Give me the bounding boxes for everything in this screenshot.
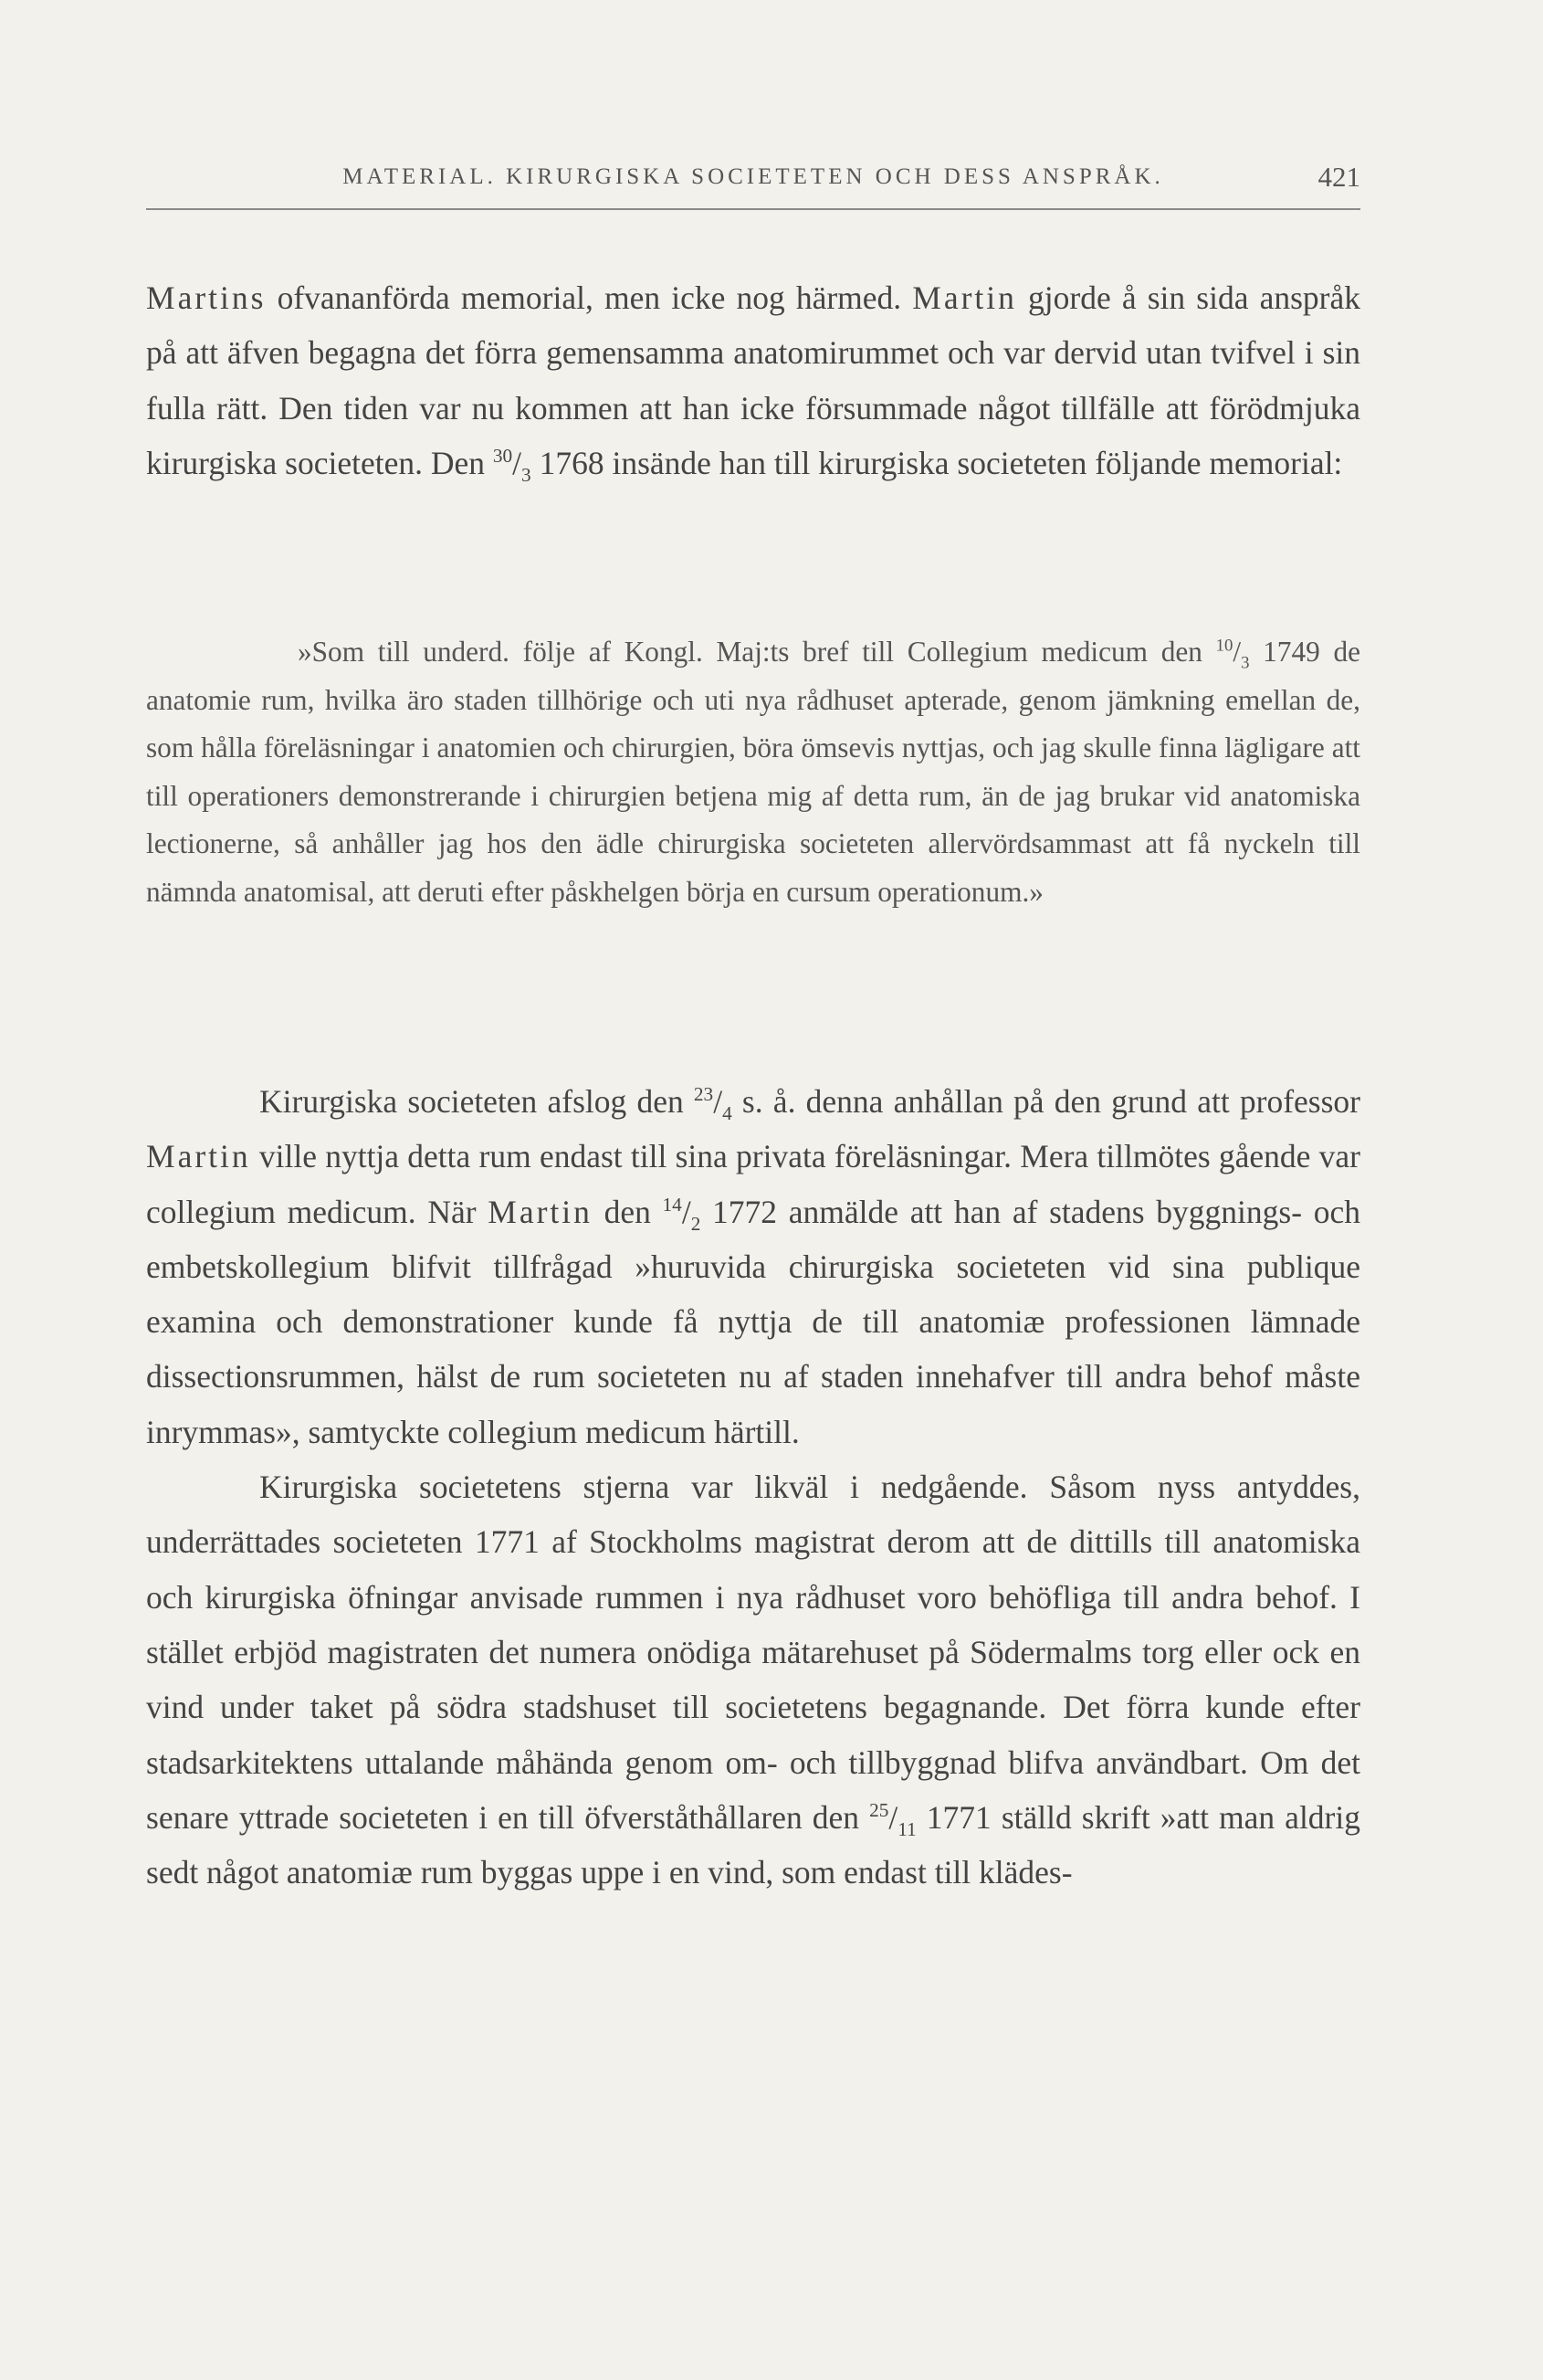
date-day: 25	[869, 1799, 889, 1822]
date-month: 2	[690, 1212, 701, 1235]
date-month: 3	[1241, 653, 1250, 673]
text-run: Kirurgiska societetens stjerna var likväl i nedgående. Såsom nyss antyddes, underrättades societeten 1771 af Stockholms magistrat derom att de dittills till anatomiska och kirurgiska öfningar anvisade rummen i nya rådhuset voro behöfliga till andra behof. I stället erbjöd magistraten det numera onödiga mätarehuset på Södermalms torg eller ock en vind under taket på södra stadshuset till societetens begagnande. Det förra kunde efter stadsarkitektens uttalande måhända genom om- och tillbyggnad blifva användbart. Om det senare yttrade societeten i en till öfverståthållaren den	[146, 1469, 1360, 1836]
text-run: ville nyttja detta rum endast till sina privata föreläsningar. Mera tillmötes gående var collegium medicum. När	[146, 1138, 1360, 1230]
paragraph-2: Kirurgiska societeten afslog den $^{23}/_4$ s. å. denna anhållan på den grund att professor Martin ville nyttja detta rum endast till sina privata föreläsningar. Mera tillmötes gående var collegium medicum. När Martin den $^{14}/_2$ 1772 anmälde att han af stadens byggnings- och embetskollegium blifvit tillfrågad »huruvida chirurgiska societeten vid sina publique examina och demonstrationer kunde få nyttja de till anatomiæ professionen lämnade dissectionsrummen, hälst de rum societeten nu af staden innehafver till andra behof måste inrymmas», samtyckte collegium medicum härtill.	[146, 1083, 1360, 1450]
date-month: 11	[897, 1817, 917, 1840]
paragraph-1: Martins ofvananförda memorial, men icke nog härmed. Martin gjorde å sin sida anspråk på att äfven begagna det förra gemensamma anatomirummet och var dervid utan tvifvel i sin fulla rätt. Den tiden var nu kommen att han icke försummade något tillfälle att förödmjuka kirurgiska societeten. Den $^{30}/_3$ 1768 insände han till kirurgiska societeten följande memorial:	[146, 279, 1360, 486]
person-name: Martins	[146, 279, 267, 316]
text-run: Kirurgiska societeten afslog den	[259, 1083, 694, 1120]
date-month: 3	[521, 463, 531, 486]
person-name: Martin	[912, 279, 1017, 316]
person-name: Martin	[146, 1138, 251, 1175]
text-run: 1768 insände han till kirurgiska societeten följande memorial:	[530, 444, 1343, 481]
text-run: s. å. denna anhållan på den grund att professor	[731, 1083, 1360, 1120]
paragraph-3: Kirurgiska societetens stjerna var likväl i nedgående. Såsom nyss antyddes, underrättades societeten 1771 af Stockholms magistrat derom att de dittills till anatomiska och kirurgiska öfningar anvisade rummen i nya rådhuset voro behöfliga till andra behof. I stället erbjöd magistraten det numera onödiga mätarehuset på Södermalms torg eller ock en vind under taket på södra stadshuset till societetens begagnande. Det förra kunde efter stadsarkitektens uttalande måhända genom om- och tillbyggnad blifva användbart. Om det senare yttrade societeten i en till öfverståthållaren den $^{25}/_{11}$ 1771 ställd skrift »att man aldrig sedt något anatomiæ rum byggas uppe i en vind, som endast till klädes-	[146, 1469, 1360, 1891]
text-run: gjorde å sin sida anspråk på att äfven begagna det förra gemensamma anatomirummet och var dervid utan tvifvel i sin fulla rätt. Den tiden var nu kommen att han icke försummade något tillfälle att förödmjuka kirurgiska societeten. Den	[146, 279, 1360, 481]
date-day: 30	[492, 445, 513, 468]
text-run: 1772 anmälde att han af stadens byggnings- och embetskollegium blifvit tillfrågad »huruvida chirurgiska societeten vid sina publique examina och demonstrationer kunde få nyttja de till anatomiæ professionen lämnade dissectionsrummen, hälst de rum societeten nu af staden innehafver till andra behof måste inrymmas», samtyckte collegium medicum härtill.	[146, 1193, 1360, 1450]
page-number: 421	[1317, 161, 1360, 193]
text-run: 1771 ställd skrift »att man aldrig sedt något anatomiæ rum byggas uppe i en vind, som endast till klädes-	[146, 1798, 1360, 1891]
page-header	[146, 161, 1360, 210]
date-day: 14	[662, 1193, 682, 1216]
person-name: Martin	[488, 1193, 593, 1230]
date-day: 10	[1215, 636, 1233, 656]
text-run: »Som till underd. följe af Kongl. Maj:ts bref till Collegium medicum den	[298, 636, 1216, 668]
text-run: den	[592, 1193, 663, 1230]
date-day: 23	[693, 1083, 714, 1106]
date-month: 4	[722, 1102, 732, 1125]
running-title: MATERIAL. KIRURGISKA SOCIETETEN OCH DESS ANSPRÅK.	[342, 164, 1164, 189]
body-continued	[146, 1074, 1360, 1900]
text-run: ofvananförda memorial, men icke nog härmed.	[266, 279, 913, 316]
text-run: 1749 de anatomie rum, hvilka äro staden tillhörige och uti nya rådhuset apterade, genom jämkning emellan de, som hålla föreläsningar i anatomien och chirurgien, böra ömsevis nyttjas, och jag skulle finna lägligare att till operationers demonstrerande i chirurgien betjena mig af detta rum, än de jag brukar vid anatomiska lectionerne, så anhåller jag hos den ädle chirurgiska societeten allervördsammast att få nyckeln till nämnda anatomisal, att deruti efter påskhelgen börja en cursum operationum.»	[146, 636, 1360, 908]
quoted-memorial: »Som till underd. följe af Kongl. Maj:ts bref till Collegium medicum den $^{10}/_3$ 1749 de anatomie rum, hvilka äro staden tillhörige och uti nya rådhuset apterade, genom jämkning emellan de, som hålla föreläsningar i anatomien och chirurgien, böra ömsevis nyttjas, och jag skulle finna lägligare att till operationers demonstrerande i chirurgien betjena mig af detta rum, än de jag brukar vid anatomiska lectionerne, så anhåller jag hos den ädle chirurgiska societeten allervördsammast att få nyckeln till nämnda anatomisal, att deruti efter påskhelgen börja en cursum operationum.»	[146, 636, 1360, 908]
